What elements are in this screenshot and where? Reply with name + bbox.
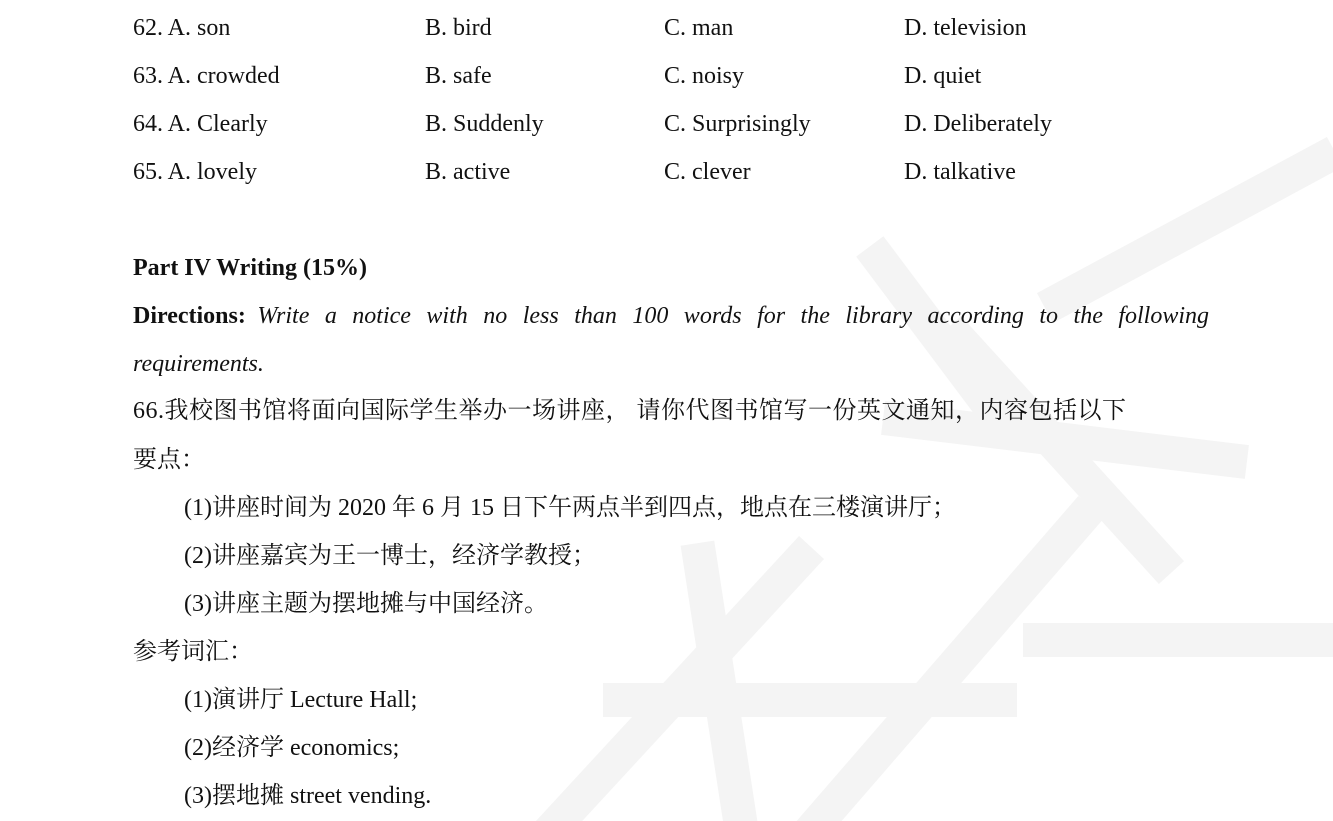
directions-label: Directions:	[133, 303, 246, 329]
requirement-1: (1)讲座时间为 2020 年 6 月 15 日下午两点半到四点，地点在三楼演讲厅；	[184, 495, 956, 521]
option-a: 63. A. crowded	[133, 63, 280, 89]
option-d: D. talkative	[904, 159, 1016, 185]
vocabulary-item-2: (2)经济学 economics;	[184, 735, 400, 761]
directions-text-continued: requirements.	[133, 351, 264, 377]
question-66-line1: 66.我校图书馆将面向国际学生举办一场讲座， 请你代图书馆写一份英文通知，内容包括以下	[133, 398, 1127, 424]
directions-line	[133, 298, 1209, 334]
option-c: C. clever	[664, 159, 751, 185]
option-d: D. television	[904, 15, 1027, 41]
option-a: 62. A. son	[133, 15, 231, 41]
option-b: B. safe	[425, 63, 492, 89]
option-b: B. bird	[425, 15, 492, 41]
option-c: C. Surprisingly	[664, 111, 811, 137]
requirement-3: (3)讲座主题为摆地摊与中国经济。	[184, 591, 548, 617]
option-c: C. noisy	[664, 63, 745, 89]
vocabulary-label: 参考词汇：	[133, 639, 253, 665]
requirement-2: (2)讲座嘉宾为王一博士，经济学教授；	[184, 543, 596, 569]
option-a: 64. A. Clearly	[133, 111, 268, 137]
question-66-line2: 要点：	[133, 447, 205, 473]
option-b: B. Suddenly	[425, 111, 544, 137]
directions-text: Write a notice with no less than 100 words for the library according to the following	[257, 303, 1210, 329]
vocabulary-item-1: (1)演讲厅 Lecture Hall;	[184, 687, 418, 713]
option-b: B. active	[425, 159, 511, 185]
option-c: C. man	[664, 15, 734, 41]
vocabulary-item-3: (3)摆地摊 street vending.	[184, 783, 432, 809]
section-heading: Part IV Writing (15%)	[133, 255, 367, 281]
option-d: D. Deliberately	[904, 111, 1052, 137]
option-d: D. quiet	[904, 63, 982, 89]
option-a: 65. A. lovely	[133, 159, 257, 185]
